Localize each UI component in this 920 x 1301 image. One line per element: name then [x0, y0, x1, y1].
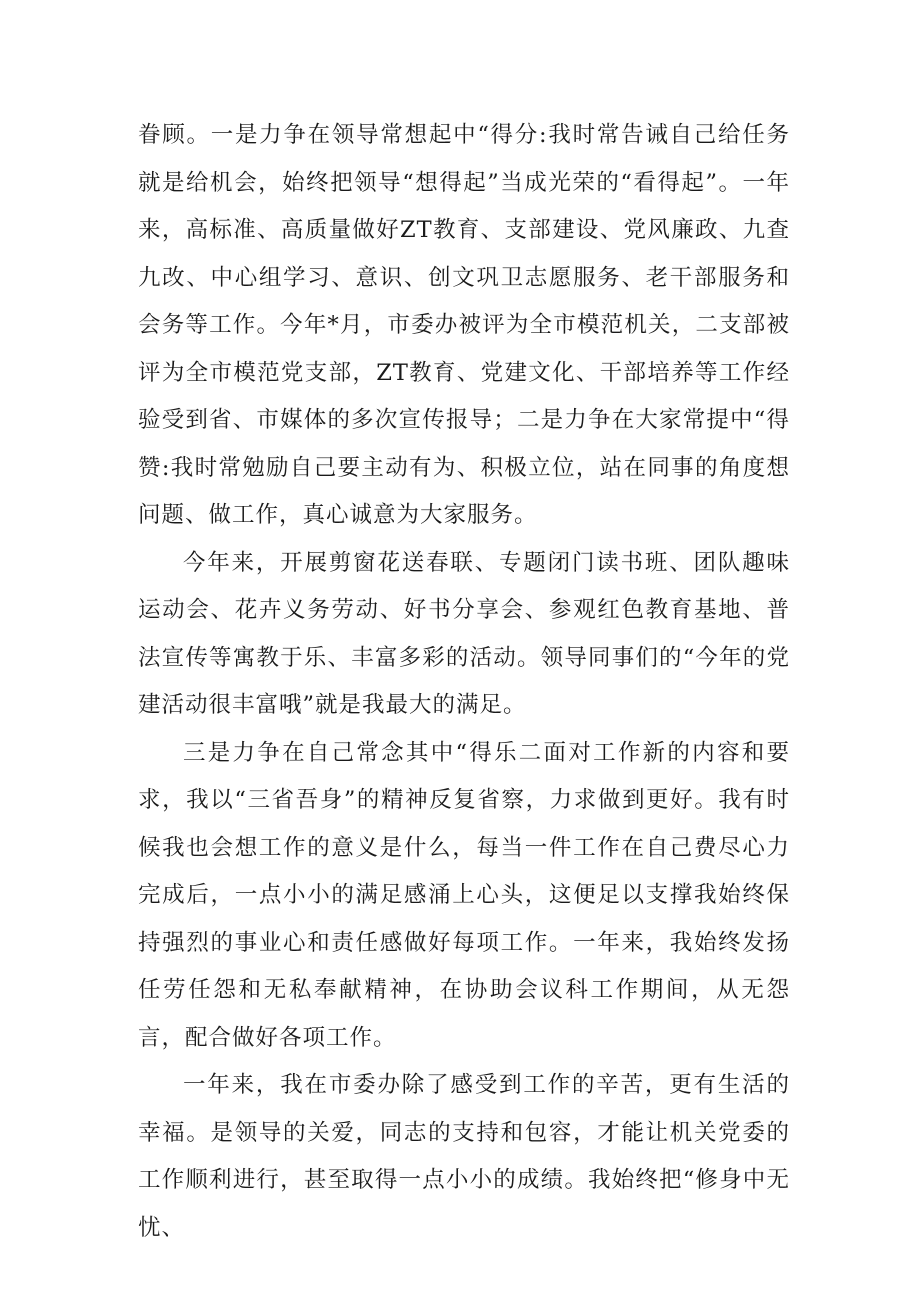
document-body	[138, 112, 790, 1252]
paragraph-4: 一年来，我在市委办除了感受到工作的辛苦，更有生活的幸福。是领导的关爱，同志的支持和包容，才能让机关党委的工作顺利进行，甚至取得一点小小的成绩。我始终把“修身中无忧、	[138, 1072, 790, 1241]
paragraph-3: 三是力争在自己常念其中“得乐二面对工作新的内容和要求，我以“三省吾身”的精神反复省察，力求做到更好。我有时候我也会想工作的意义是什么，每当一件工作在自己费尽心力完成后，一点小小的满足感涌上心头，这便足以支撑我始终保持强烈的事业心和责任感做好每项工作。一年来，我始终发扬任劳任怨和无私奉献精神，在协助会议科工作期间，从无怨言，配合做好各项工作。	[138, 739, 790, 1051]
paragraph-1: 眷顾。一是力争在领导常想起中“得分:我时常告诫自己给任务就是给机会，始终把领导“想得起”当成光荣的“看得起”。一年来，高标准、高质量做好ZT教育、支部建设、党风廉政、九查九改、中心组学习、意识、创文巩卫志愿服务、老干部服务和会务等工作。今年*月，市委办被评为全市模范机关，二支部被评为全市模范党支部，ZT教育、党建文化、干部培养等工作经验受到省、市媒体的多次宣传报导；二是力争在大家常提中“得赞:我时常勉励自己要主动有为、积极立位，站在同事的角度想问题、做工作，真心诚意为大家服务。	[138, 122, 790, 528]
paragraph-2: 今年来，开展剪窗花送春联、专题闭门读书班、团队趣味运动会、花卉义务劳动、好书分享会、参观红色教育基地、普法宣传等寓教于乐、丰富多彩的活动。领导同事们的“今年的党建活动很丰富哦”就是我最大的满足。	[138, 549, 790, 718]
